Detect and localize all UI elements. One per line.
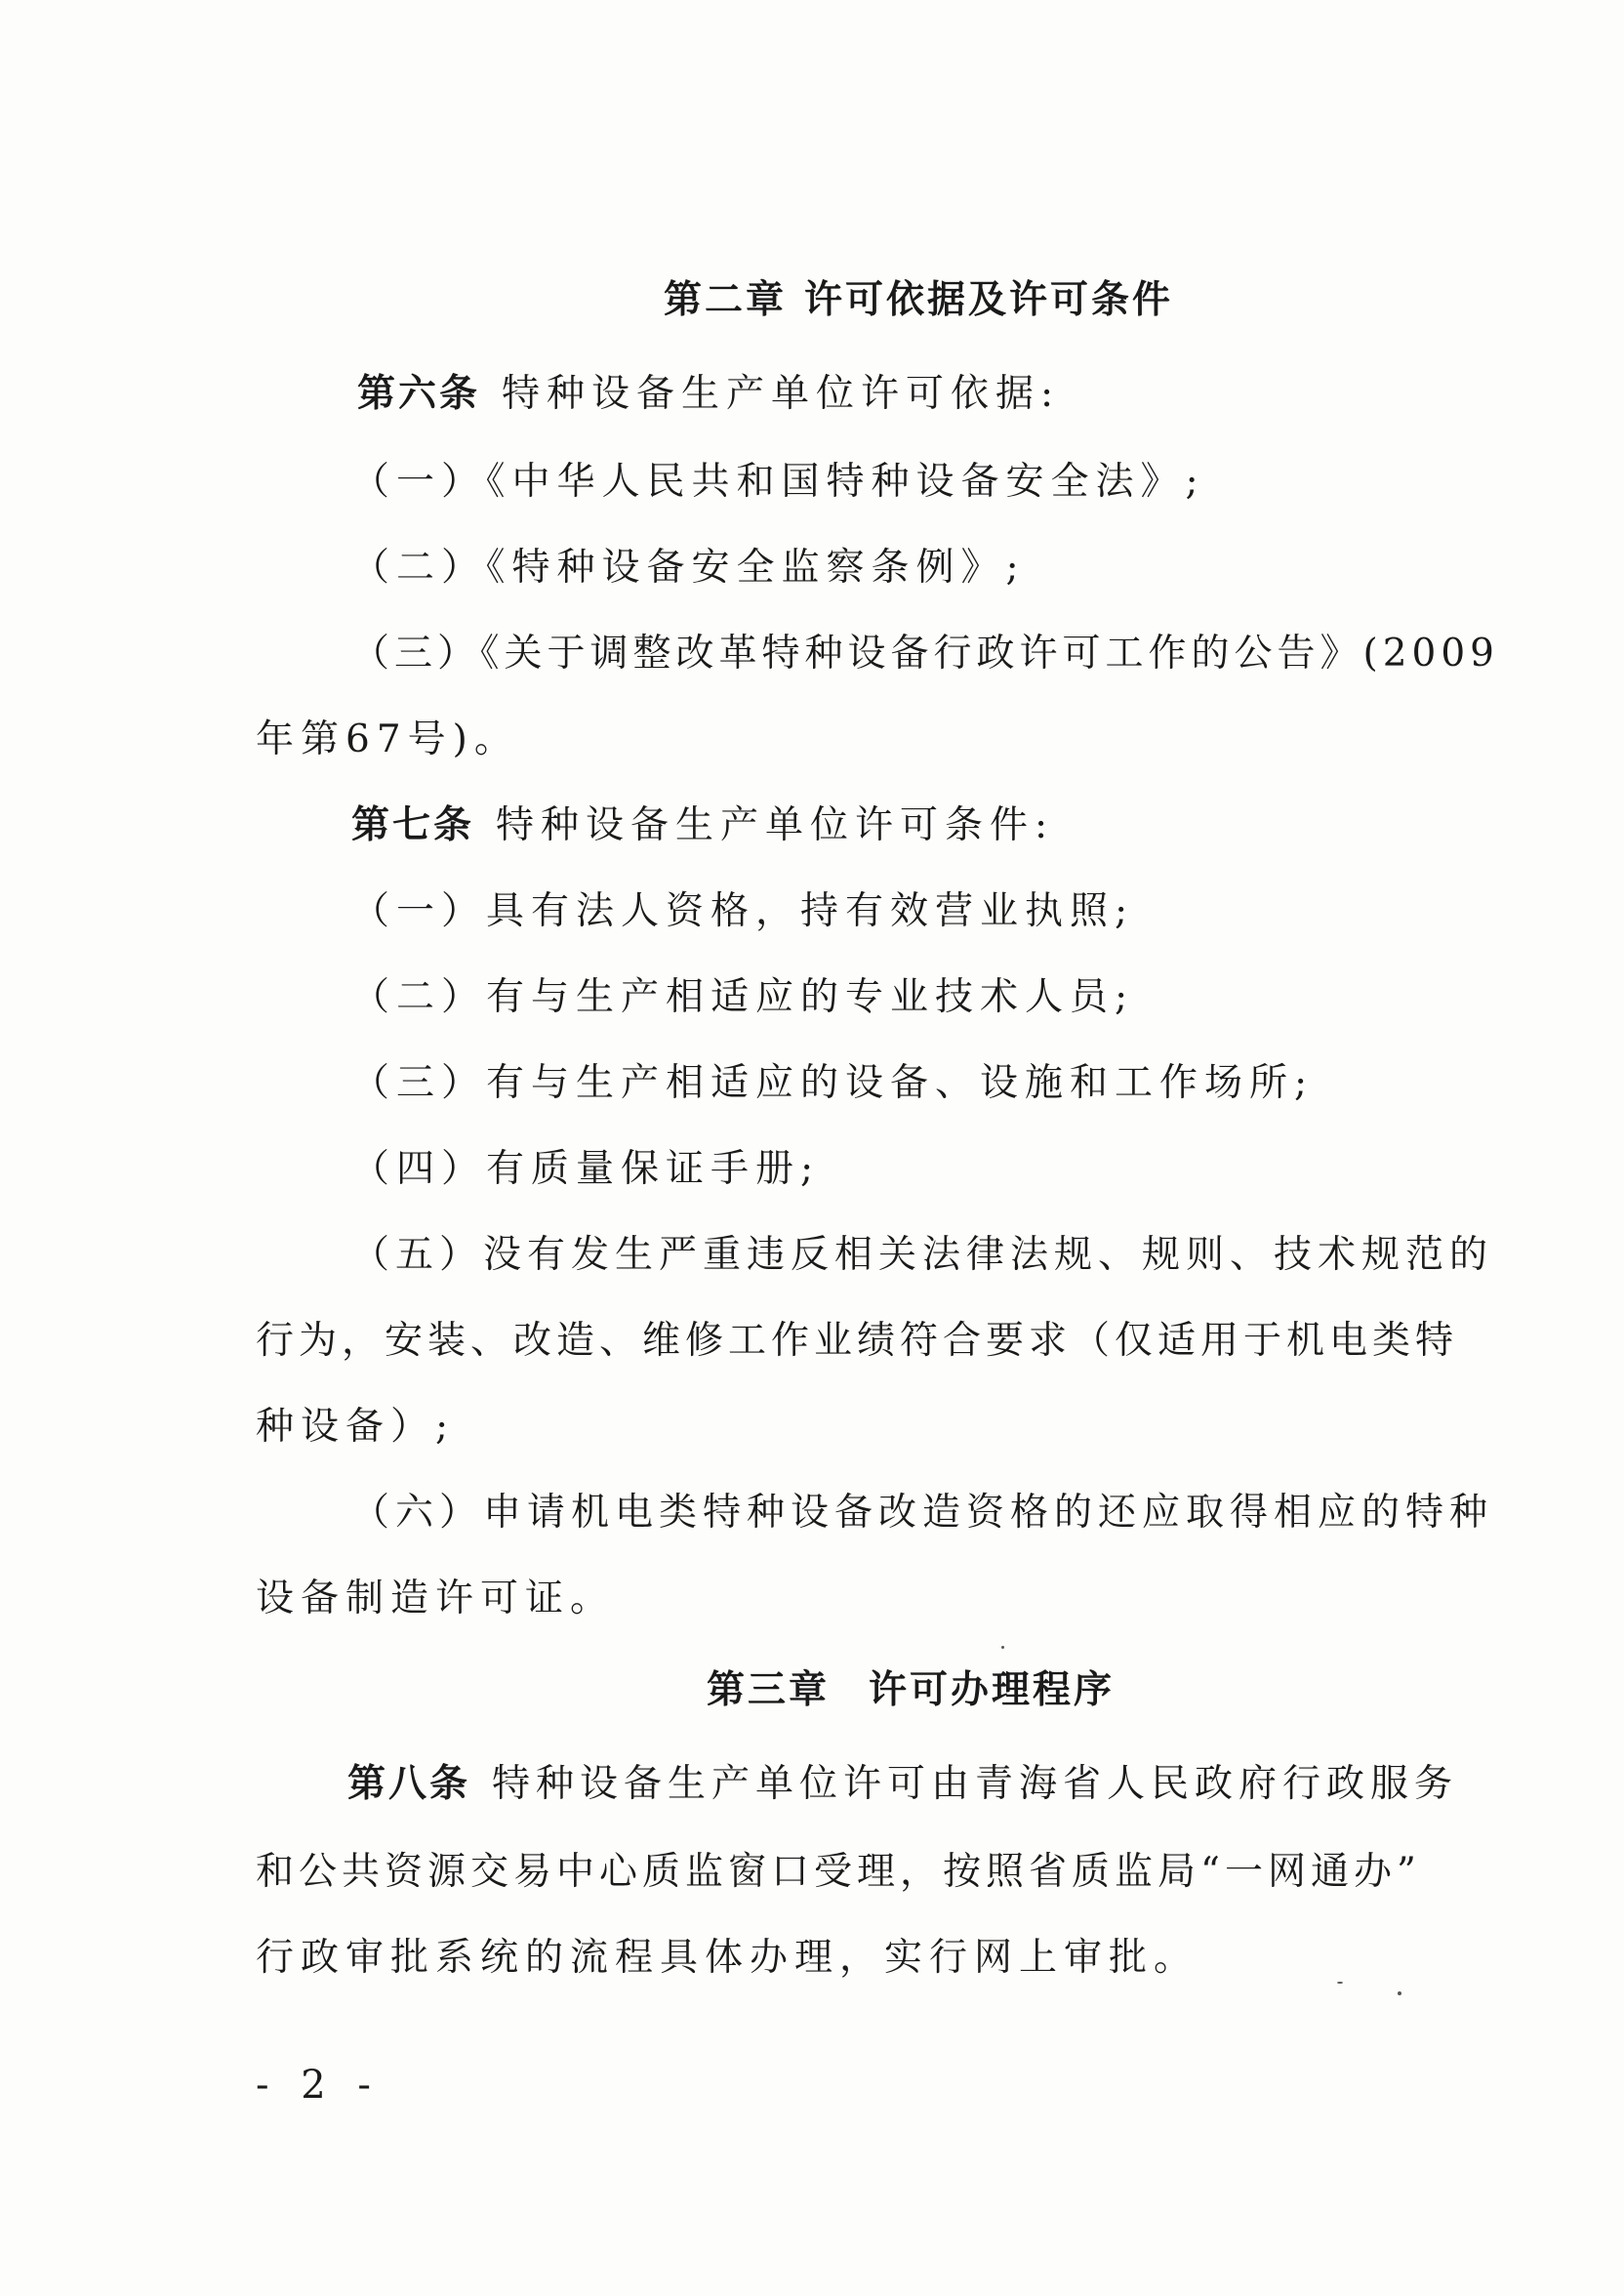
article-6-item-1: （一）《中华人民共和国特种设备安全法》; [351,460,1205,504]
article-8-intro [347,1762,1459,1806]
article-8-line-2: 和公共资源交易中心质监窗口受理，按照省质监局“一网通办” [256,1850,1421,1894]
article-6-text: 特种设备生产单位许可依据: [502,372,1061,416]
article-8-line-1: 特种设备生产单位许可由青海省人民政府行政服务 [492,1762,1459,1806]
chapter-3-title: 许可办理程序 [869,1668,1116,1712]
article-7-item-1: （一）具有法人资格，持有效营业执照; [351,889,1135,933]
article-6-item-3-cont: 年第67号)。 [256,718,519,761]
chapter-2-number: 第二章 [664,278,788,322]
scan-speck [1398,1991,1401,1995]
article-8-line-3: 行政审批系统的流程具体办理，实行网上审批。 [256,1936,1199,1980]
chapter-2-heading [664,278,1174,322]
article-6-intro [357,372,1061,416]
article-7-text: 特种设备生产单位许可条件: [496,803,1055,847]
article-6-label: 第六条 [357,372,481,416]
article-6-item-3: （三）《关于调整改革特种设备行政许可工作的公告》(2009 [351,632,1499,676]
article-7-item-2: （二）有与生产相适应的专业技术人员; [351,975,1135,1019]
chapter-2-title: 许可依据及许可条件 [804,278,1174,322]
article-7-label: 第七条 [351,803,475,847]
article-8-label: 第八条 [347,1762,471,1806]
page-number: - 2 - [256,2063,381,2108]
article-7-item-4: （四）有质量保证手册; [351,1147,821,1191]
article-7-item-5-cont-1: 行为，安装、改造、维修工作业绩符合要求（仅适用于机电类特 [256,1319,1459,1363]
chapter-3-heading [707,1668,1116,1712]
article-6-item-2: （二）《特种设备安全监察条例》; [351,546,1026,590]
article-7-item-5: （五）没有发生严重违反相关法律法规、规则、技术规范的 [351,1233,1494,1277]
chapter-3-number: 第三章 [707,1668,831,1712]
scan-speck [1001,1646,1004,1649]
article-7-item-6: （六）申请机电类特种设备改造资格的还应取得相应的特种 [351,1491,1494,1535]
article-7-intro [351,803,1055,847]
scan-speck [1337,1982,1343,1984]
article-7-item-6-cont: 设备制造许可证。 [256,1577,616,1620]
article-7-item-5-cont-2: 种设备）; [256,1405,456,1449]
article-7-item-3: （三）有与生产相适应的设备、设施和工作场所; [351,1061,1315,1105]
